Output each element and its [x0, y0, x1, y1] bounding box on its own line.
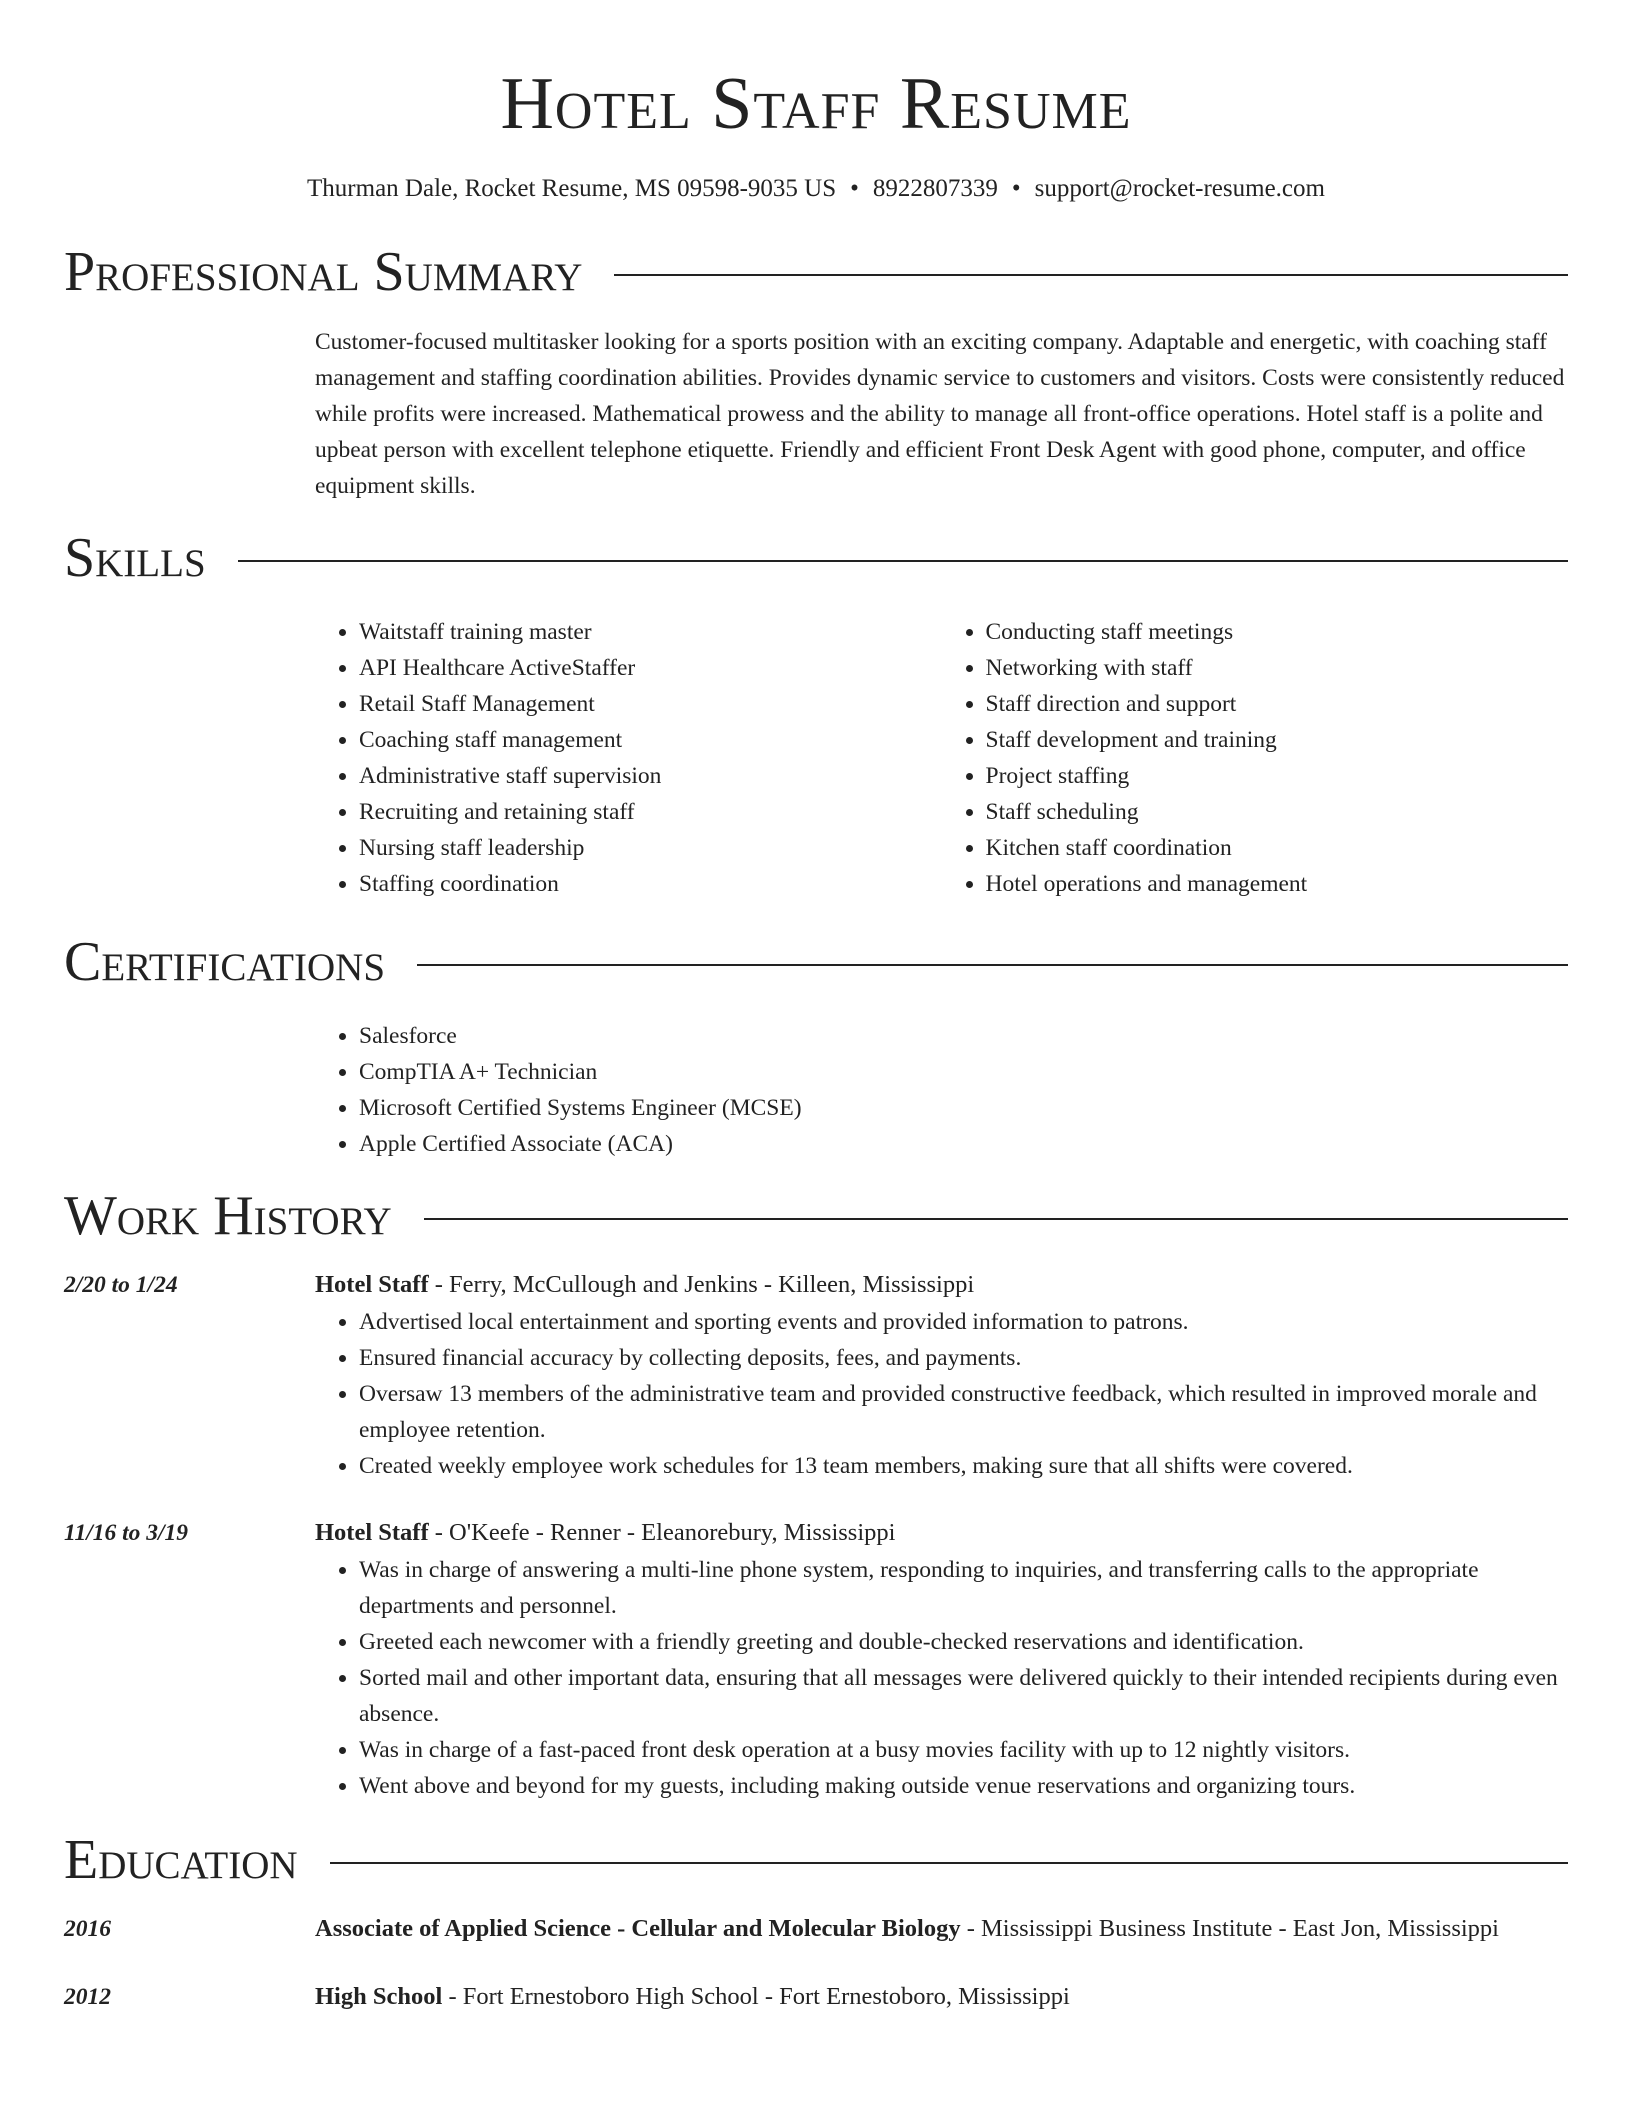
skill-item: • Waitstaff training master: [359, 614, 942, 650]
job-content: [315, 1514, 1568, 1804]
job-duty: • Oversaw 13 members of the administrative team and provided constructive feedback, which resulted in improved morale and employee retention.: [359, 1376, 1568, 1448]
resume-page: [64, 0, 1568, 2016]
skill-item: • Conducting staff meetings: [986, 614, 1569, 650]
job-duties: [315, 1304, 1568, 1484]
job-entry: [64, 1514, 1568, 1804]
education-section-header: [64, 1828, 1568, 1892]
skills-left-list: [315, 614, 942, 902]
education-school: - Mississippi Business Institute - East Jon, Mississippi: [960, 1915, 1499, 1942]
job-entry: [64, 1266, 1568, 1484]
job-duty: • Was in charge of answering a multi-line phone system, responding to inquiries, and transferring calls to the appropriate departments and personnel.: [359, 1552, 1568, 1624]
education-header: [315, 1910, 1568, 1948]
contact-separator: •: [1011, 175, 1021, 202]
job-duty: • Greeted each newcomer with a friendly greeting and double-checked reservations and identification.: [359, 1624, 1568, 1660]
job-dates: 11/16 to 3/19: [64, 1520, 189, 1546]
skill-item: • Nursing staff leadership: [359, 830, 942, 866]
education-degree: High School: [315, 1983, 443, 2010]
section-divider: [417, 964, 1568, 966]
contact-separator: •: [850, 175, 859, 202]
certification-item: • Salesforce: [359, 1018, 1568, 1054]
skill-item: • Staff development and training: [986, 722, 1569, 758]
skill-item: • Kitchen staff coordination: [986, 830, 1569, 866]
job-duty: • Advertised local entertainment and sporting events and provided information to patrons.: [359, 1304, 1568, 1340]
section-divider: [238, 560, 1568, 562]
job-header: [315, 1514, 1568, 1552]
education-year: 2016: [64, 1916, 111, 1942]
job-title: Hotel Staff: [315, 1271, 429, 1298]
skill-item: • Project staffing: [986, 758, 1569, 794]
contact-phone: 8922807339: [872, 175, 998, 202]
job-dates: 2/20 to 1/24: [64, 1272, 178, 1298]
skill-item: • Coaching staff management: [359, 722, 942, 758]
skill-item: • Staff direction and support: [986, 686, 1569, 722]
skill-item: • Administrative staff supervision: [359, 758, 942, 794]
education-heading: Education: [64, 1829, 298, 1891]
job-duty: • Created weekly employee work schedules for 13 team members, making sure that all shifts were covered.: [359, 1448, 1568, 1484]
summary-text: Customer-focused multitasker looking for a sports position with an exciting company. Adaptable and energetic, with coaching staff management and staffing coordination abilities. Provides dynamic service to customers and visitors. Costs were consistently reduced while profits were increased. Mathematical prowess and the ability to manage all front-office operations. Hotel staff is a polite and upbeat person with excellent telephone etiquette. Friendly and efficient Front Desk Agent with good phone, computer, and office equipment skills.: [315, 329, 1565, 499]
education-entry: [64, 1910, 1568, 1948]
education-school: - Fort Ernestoboro High School - Fort Ernestoboro, Mississippi: [442, 1983, 1070, 2010]
work-section-header: [64, 1184, 1568, 1248]
certifications-block: [315, 1018, 1568, 1162]
skill-item: • Staffing coordination: [359, 866, 942, 902]
section-divider: [614, 274, 1568, 276]
job-duty: • Went above and beyond for my guests, including making outside venue reservations and organizing tours.: [359, 1768, 1568, 1804]
skill-item: • Hotel operations and management: [986, 866, 1569, 902]
resume-title: Hotel Staff Resume: [500, 63, 1132, 145]
education-content: [315, 1978, 1568, 2016]
education-header: [315, 1978, 1568, 2016]
job-content: [315, 1266, 1568, 1484]
certification-item: • CompTIA A+ Technician: [359, 1054, 1568, 1090]
education-entry: [64, 1978, 1568, 2016]
skills-right-list: [942, 614, 1569, 902]
section-divider: [330, 1862, 1568, 1864]
job-title: Hotel Staff: [315, 1519, 429, 1546]
skill-item: • Staff scheduling: [986, 794, 1569, 830]
job-duties: [315, 1552, 1568, 1804]
summary-section-header: [64, 240, 1568, 304]
contact-line: [64, 172, 1568, 206]
education-content: [315, 1910, 1568, 1948]
education-year: 2012: [64, 1984, 111, 2010]
certifications-section-header: [64, 930, 1568, 994]
skills-section-header: [64, 526, 1568, 590]
certification-item: • Apple Certified Associate (ACA): [359, 1126, 1568, 1162]
contact-email: support@rocket-resume.com: [1034, 175, 1325, 202]
skill-item: • Networking with staff: [986, 650, 1569, 686]
certifications-list: [315, 1018, 1568, 1162]
job-duty: • Sorted mail and other important data, ensuring that all messages were delivered quickly to their intended recipients during even absence.: [359, 1660, 1568, 1732]
skill-item: • API Healthcare ActiveStaffer: [359, 650, 942, 686]
skill-item: • Recruiting and retaining staff: [359, 794, 942, 830]
section-divider: [424, 1218, 1568, 1220]
job-employer: - Ferry, McCullough and Jenkins - Killeen, Mississippi: [428, 1271, 975, 1298]
work-heading: Work History: [64, 1185, 392, 1247]
certification-item: • Microsoft Certified Systems Engineer (MCSE): [359, 1090, 1568, 1126]
contact-address: Thurman Dale, Rocket Resume, MS 09598-9035 US: [307, 175, 837, 202]
education-degree: Associate of Applied Science - Cellular and Molecular Biology: [315, 1915, 961, 1942]
skill-item: • Retail Staff Management: [359, 686, 942, 722]
skills-grid: [315, 614, 1568, 902]
certifications-heading: Certifications: [64, 931, 386, 993]
job-employer: - O'Keefe - Renner - Eleanorebury, Mississippi: [428, 1519, 896, 1546]
job-duty: • Ensured financial accuracy by collecting deposits, fees, and payments.: [359, 1340, 1568, 1376]
job-header: [315, 1266, 1568, 1304]
skills-heading: Skills: [64, 527, 206, 589]
job-duty: • Was in charge of a fast-paced front desk operation at a busy movies facility with up to 12 nightly visitors.: [359, 1732, 1568, 1768]
summary-heading: Professional Summary: [64, 241, 583, 303]
